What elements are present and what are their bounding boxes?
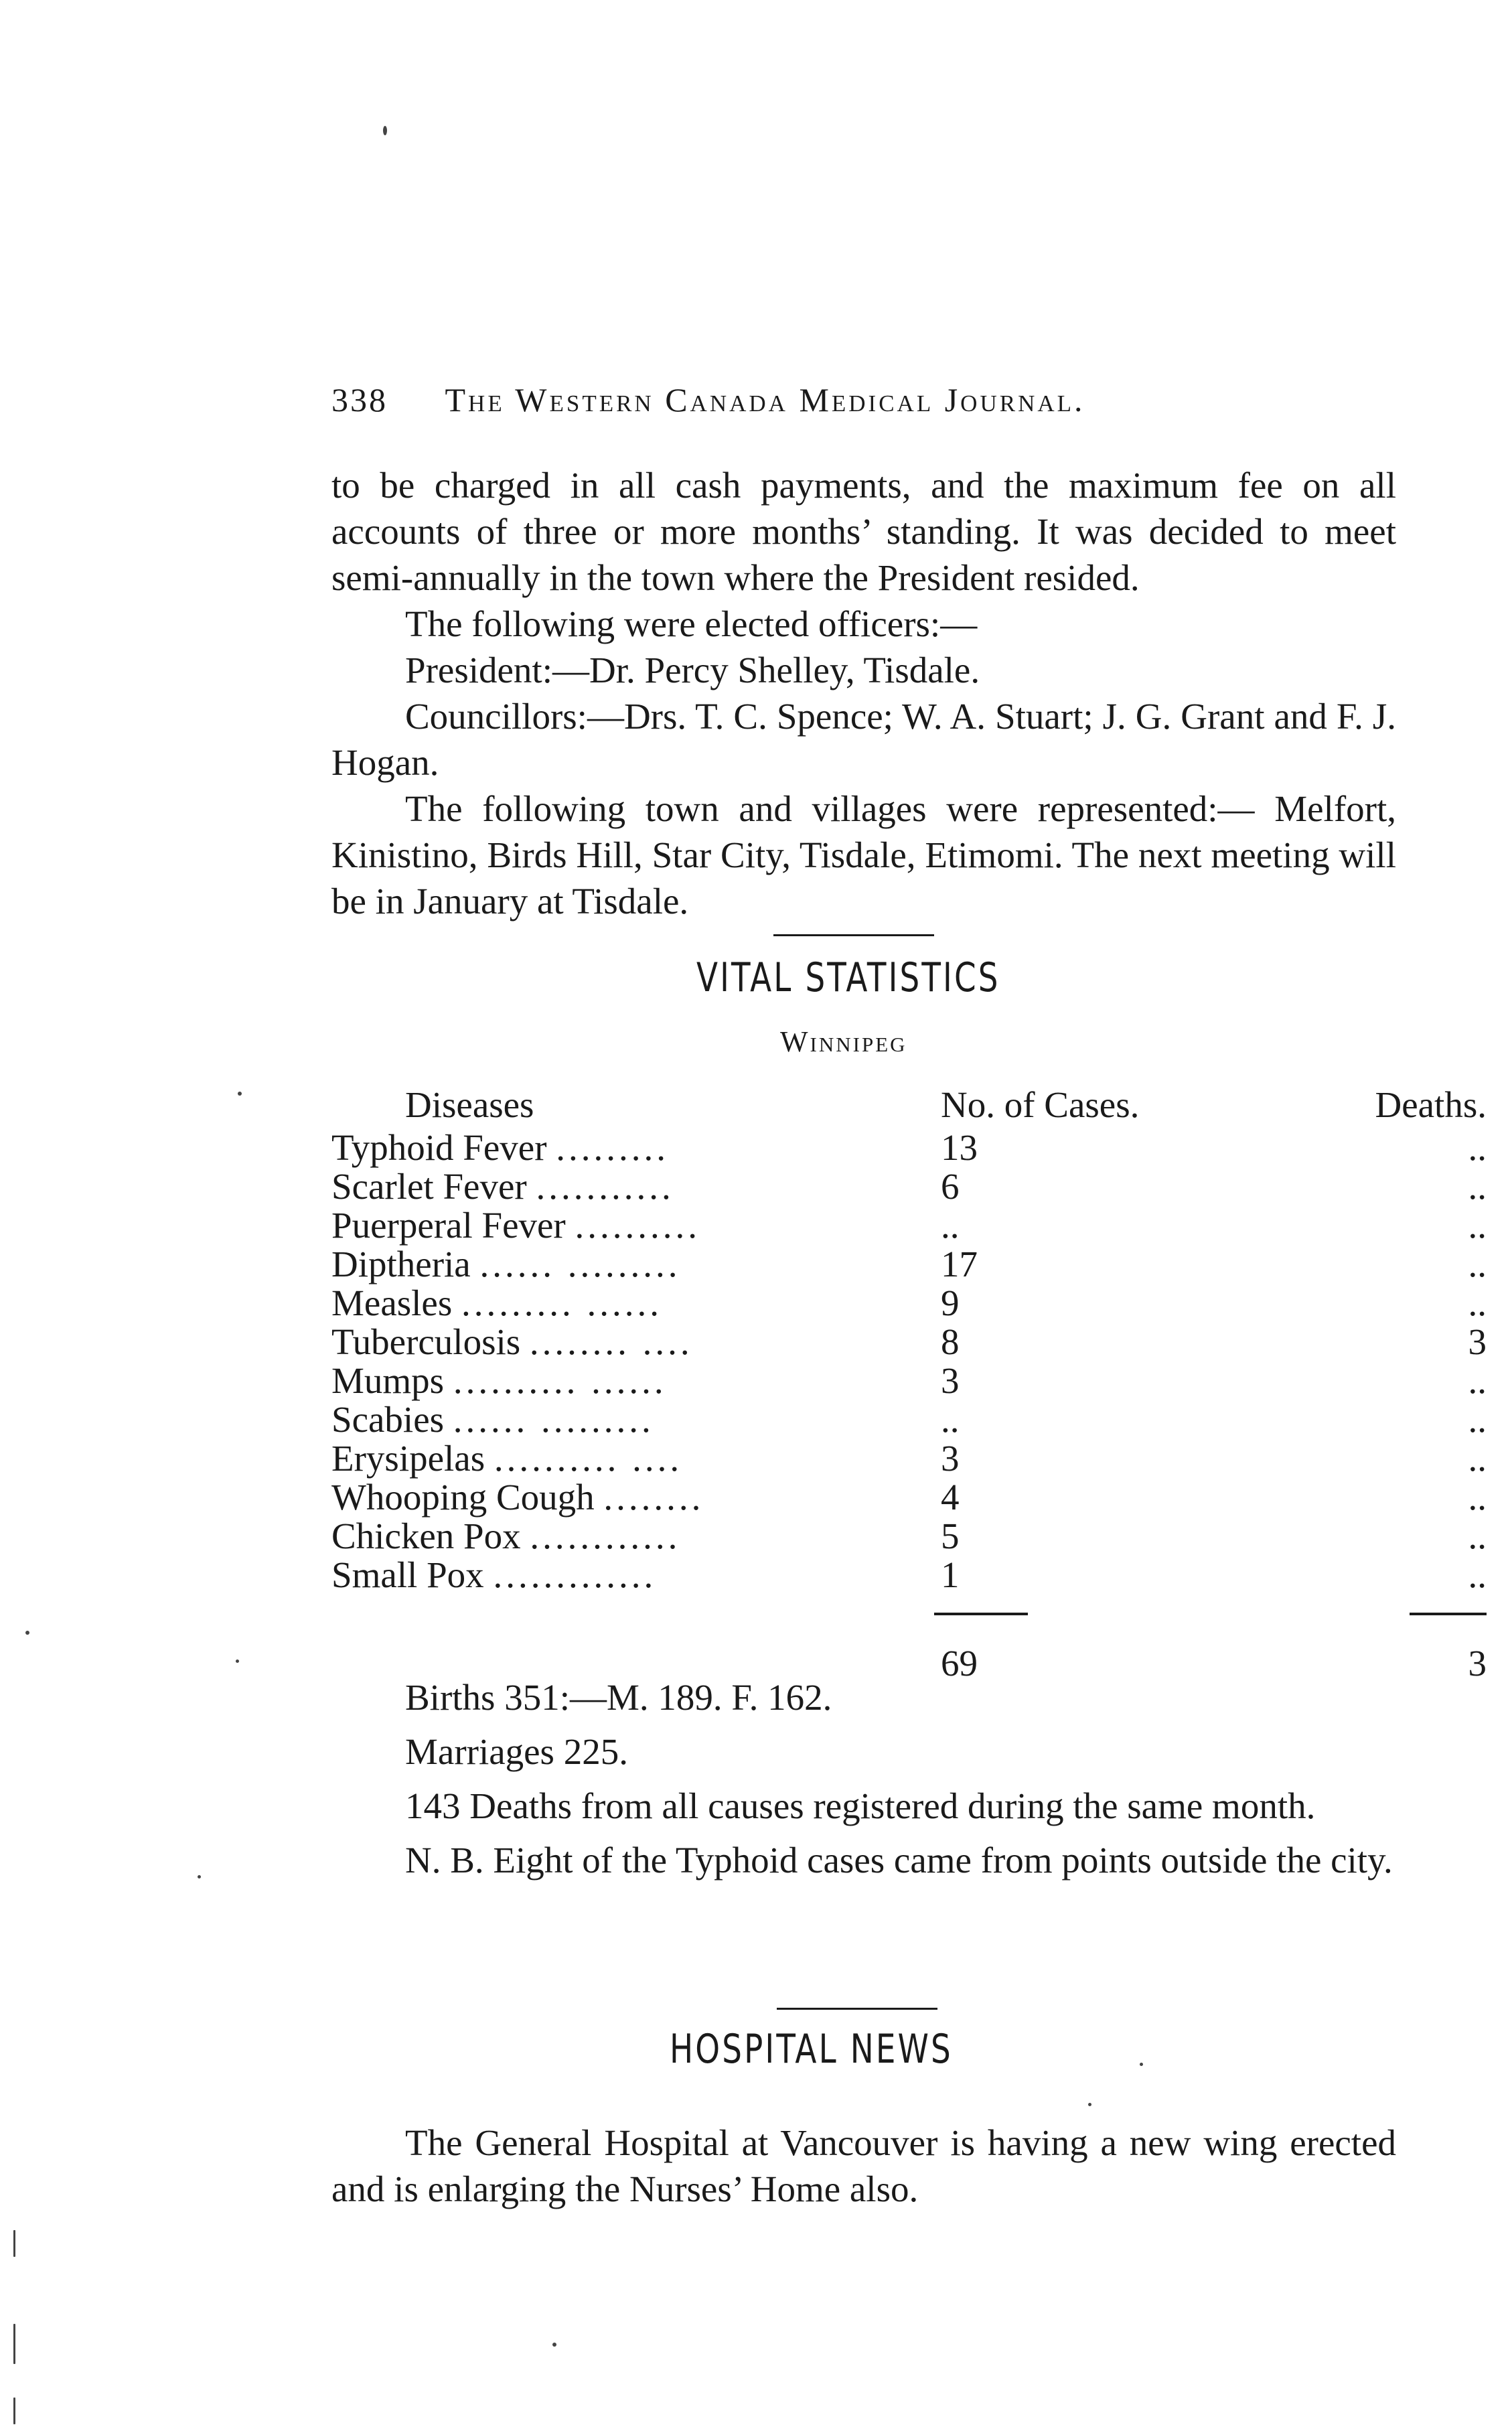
table-row [331,1361,1487,1400]
total-cases: 69 [941,1643,978,1684]
case-count: 1 [941,1554,960,1595]
scan-speck [1140,2063,1143,2066]
dot-leader: ........ .... [529,1321,693,1362]
deaths-note: 143 Deaths from all causes registered during the same month. [405,1785,1316,1826]
total-rule-row [331,1595,1487,1633]
births-line: Births 351:—M. 189. F. 162. [405,1677,832,1718]
case-count: 9 [941,1282,960,1323]
marriages-line: Marriages 225. [405,1731,628,1772]
table-row [331,1245,1487,1284]
disease-name: Whooping Cough [331,1477,595,1518]
statistics-notes [331,1674,1396,1883]
dot-leader: ........... [536,1166,674,1207]
paragraph-councillors [331,693,1396,786]
case-count: 4 [941,1477,960,1518]
dot-leader: ...... ......... [479,1244,681,1284]
scan-speck [238,1092,242,1096]
scan-speck [13,2398,15,2424]
vital-statistics-table [331,1082,1487,1694]
table-row [331,1556,1487,1595]
scan-speck [25,1631,29,1635]
paragraph-officers-intro: The following were elected officers:— [405,603,978,644]
case-count: 3 [941,1438,960,1479]
table-row [331,1439,1487,1478]
disease-name: Typhoid Fever [331,1127,547,1168]
hospital-news-text: The General Hospital at Vancouver is having a new wing erected and is enlarging the Nurses’ Home also. [331,2122,1396,2209]
disease-name: Mumps [331,1360,445,1401]
hospital-news-title: HOSPITAL NEWS [670,2026,953,2073]
death-count: .. [1468,1166,1487,1207]
president-label: President: [405,650,552,690]
case-count: 17 [941,1244,978,1284]
opening-section [331,462,1396,924]
disease-name: Chicken Pox [331,1516,521,1556]
hospital-news-section [331,2120,1396,2212]
dot-leader: ...... ......... [453,1399,654,1440]
scan-speck [1088,2103,1091,2106]
table-row [331,1167,1487,1206]
death-count: .. [1468,1438,1487,1479]
disease-name: Measles [331,1282,453,1323]
case-count: .. [941,1399,960,1440]
total-deaths: 3 [1468,1643,1487,1684]
paragraph-represented: The following town and villages were represented:— Melfort, Kinistino, Birds Hill, Star City, Tisdale, Etimomi. The next meeting will be in January at Tisdale. [331,788,1396,921]
death-count: .. [1468,1516,1487,1556]
death-count: .. [1468,1360,1487,1401]
case-count: 6 [941,1166,960,1207]
nb-note: N. B. Eight of the Typhoid cases came from points outside the city. [405,1840,1393,1881]
case-count: 3 [941,1360,960,1401]
disease-name: Tuberculosis [331,1321,521,1362]
dot-leader: ........ [603,1477,704,1518]
case-count: .. [941,1205,960,1246]
table-row [331,1128,1487,1167]
table-row [331,1400,1487,1439]
table-row [331,1284,1487,1323]
section-divider [773,934,934,936]
section-divider-2 [777,2008,937,2010]
running-header [331,380,1322,419]
journal-title: The Western Canada Medical Journal. [445,381,1085,419]
table-header-row [331,1082,1487,1128]
disease-name: Small Pox [331,1554,484,1595]
case-count: 8 [941,1321,960,1362]
disease-name: Scabies [331,1399,445,1440]
dot-leader: .......... [575,1205,700,1246]
table-row [331,1323,1487,1361]
death-count: .. [1468,1477,1487,1518]
councillors-label: Councillors: [405,696,587,737]
death-count: .. [1468,1282,1487,1323]
scan-speck [552,2343,556,2347]
scan-speck [13,2230,15,2257]
column-header-diseases: Diseases [405,1084,534,1125]
vital-statistics-title: VITAL STATISTICS [696,954,1000,1001]
death-count: .. [1468,1399,1487,1440]
death-count: .. [1468,1205,1487,1246]
paragraph-president [331,647,1396,693]
president-text: —Dr. Percy Shelley, Tisdale. [552,650,980,690]
dot-leader: ............ [530,1516,681,1556]
disease-name: Puerperal Fever [331,1205,566,1246]
city-heading: Winnipeg [780,1025,907,1058]
scan-speck [13,2324,15,2364]
councillors-text: —Drs. T. C. Spence; W. A. Stuart; J. G. Grant and F. J. Hogan. [331,696,1396,783]
disease-name: Scarlet Fever [331,1166,527,1207]
dot-leader: .......... .... [494,1438,683,1479]
dot-leader: ......... ...... [461,1282,662,1323]
scan-speck [383,126,387,135]
page-number: 338 [331,381,388,419]
dot-leader: .......... ...... [453,1360,667,1401]
dot-leader: ............. [493,1554,657,1595]
scan-speck [198,1875,201,1878]
dot-leader: ......... [556,1127,670,1168]
table-row [331,1517,1487,1556]
death-count: .. [1468,1244,1487,1284]
death-count: 3 [1468,1321,1487,1362]
case-count: 13 [941,1127,978,1168]
case-count: 5 [941,1516,960,1556]
disease-name: Diptheria [331,1244,471,1284]
paragraph-fees: to be charged in all cash payments, and the maximum fee on all accounts of three or more months’ standing. It was decided to meet semi-annually in the town where the President resided. [331,465,1396,598]
scan-speck [236,1660,239,1663]
disease-name: Erysipelas [331,1438,485,1479]
death-count: .. [1468,1127,1487,1168]
death-count: .. [1468,1554,1487,1595]
table-body [331,1128,1487,1595]
column-header-cases: No. of Cases. [941,1084,1140,1125]
table-row [331,1206,1487,1245]
table-row [331,1478,1487,1517]
column-header-deaths: Deaths. [1375,1084,1487,1125]
